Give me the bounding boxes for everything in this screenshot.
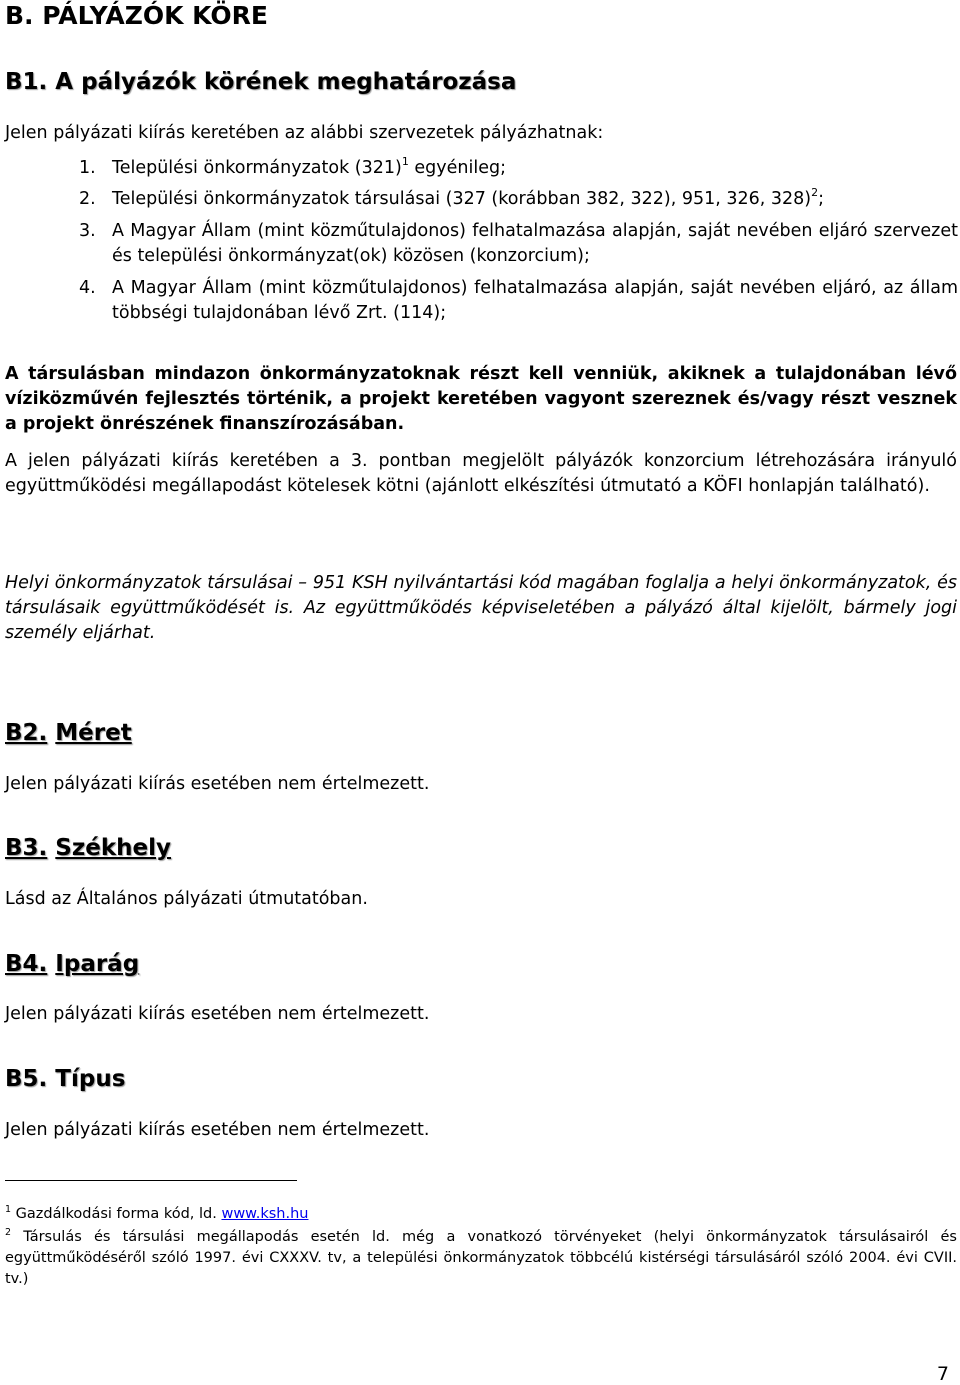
- bold-paragraph: A társulásban mindazon önkormányzatoknak részt kell venniük, akiknek a tulajdonában lévő víziközművén fejlesztés történik, a projekt keretében vagyont szereznek és/vagy részt vesznek a projekt önrészének finanszírozásában.: [5, 364, 957, 434]
- b4-title: Iparág: [55, 951, 140, 977]
- section-title: B. PÁLYÁZÓK KÖRE: [5, 1, 269, 30]
- footnote-text: Társulás és társulási megállapodás esetén ld. még a vonatkozó törvényeket (helyi önkormányzatok társulásairól és együttműködéséről szóló 1997. évi CXXXV. tv, a települési önkormányzatok többcélú kistérségi társulásáról szóló 2004. évi CVII. tv.): [5, 1229, 957, 1287]
- footnote-ref: 1: [401, 155, 409, 168]
- b2-number: B2.: [5, 720, 48, 746]
- list-item-number: 1.: [79, 158, 96, 178]
- b3-title: Székhely: [55, 835, 171, 861]
- list-item-text: Települési önkormányzatok társulásai (327 (korábban 382, 322), 951, 326, 328): [112, 189, 812, 209]
- list-item: [79, 156, 958, 181]
- b4-text: Jelen pályázati kiírás esetében nem értelmezett.: [5, 1004, 430, 1024]
- footnote-separator: [5, 1180, 297, 1181]
- b3-number: B3.: [5, 835, 48, 861]
- b2-heading: [5, 719, 132, 747]
- page-number: 7: [936, 1363, 949, 1385]
- b5-text: Jelen pályázati kiírás esetében nem értelmezett.: [5, 1120, 430, 1140]
- b4-number: B4.: [5, 951, 48, 977]
- b1-heading: B1. A pályázók körének meghatározása: [5, 69, 517, 95]
- b3-heading: [5, 834, 171, 862]
- b4-heading: [5, 950, 139, 978]
- b2-text: Jelen pályázati kiírás esetében nem értelmezett.: [5, 774, 430, 794]
- list-item-text-end: egyénileg;: [408, 158, 506, 178]
- b3-text: Lásd az Általános pályázati útmutatóban.: [5, 889, 368, 909]
- footnote-1: [5, 1204, 957, 1225]
- footnote-2: [5, 1227, 957, 1290]
- list-item: [79, 276, 958, 326]
- list-item-number: 2.: [79, 189, 96, 209]
- consortium-paragraph: A jelen pályázati kiírás keretében a 3. pontban megjelölt pályázók konzorcium létrehozására irányuló együttműködési megállapodást kötelesek kötni (ajánlott elkészítési útmutató a KÖFI honlapján található).: [5, 451, 957, 496]
- b5-title: Típus: [55, 1066, 126, 1092]
- footnote-text: Gazdálkodási forma kód, ld.: [11, 1206, 222, 1222]
- list-item-number: 3.: [79, 221, 96, 241]
- list-item-number: 4.: [79, 278, 96, 298]
- b1-intro: Jelen pályázati kiírás keretében az alábbi szervezetek pályázhatnak:: [5, 123, 604, 143]
- list-item-text: A Magyar Állam (mint közműtulajdonos) felhatalmazása alapján, saját nevében eljáró, az állam többségi tulajdonában lévő Zrt. (114);: [112, 278, 958, 323]
- list-item-text-end: ;: [818, 189, 825, 209]
- footnote-mark: 1: [5, 1204, 12, 1215]
- list-item: [79, 219, 958, 269]
- b5-heading: [5, 1065, 125, 1093]
- b5-number: B5.: [5, 1066, 48, 1092]
- b2-title: Méret: [55, 720, 132, 746]
- footnote-ref: 2: [811, 186, 819, 199]
- ksh-link[interactable]: www.ksh.hu: [221, 1206, 309, 1222]
- italic-note-paragraph: Helyi önkormányzatok társulásai – 951 KSH nyilvántartási kód magában foglalja a helyi önkormányzatok, és társulásaik együttműködését is. Az együttműködés képviseletében a pályázó által kijelölt, bármely jogi személy eljárhat.: [5, 573, 957, 643]
- list-item: [79, 187, 958, 212]
- list-item-text: A Magyar Állam (mint közműtulajdonos) felhatalmazása alapján, saját nevében eljáró szervezet és települési önkormányzat(ok) közösen (konzorcium);: [112, 221, 958, 266]
- list-item-text: Települési önkormányzatok (321): [112, 158, 402, 178]
- footnote-mark: 2: [5, 1227, 12, 1238]
